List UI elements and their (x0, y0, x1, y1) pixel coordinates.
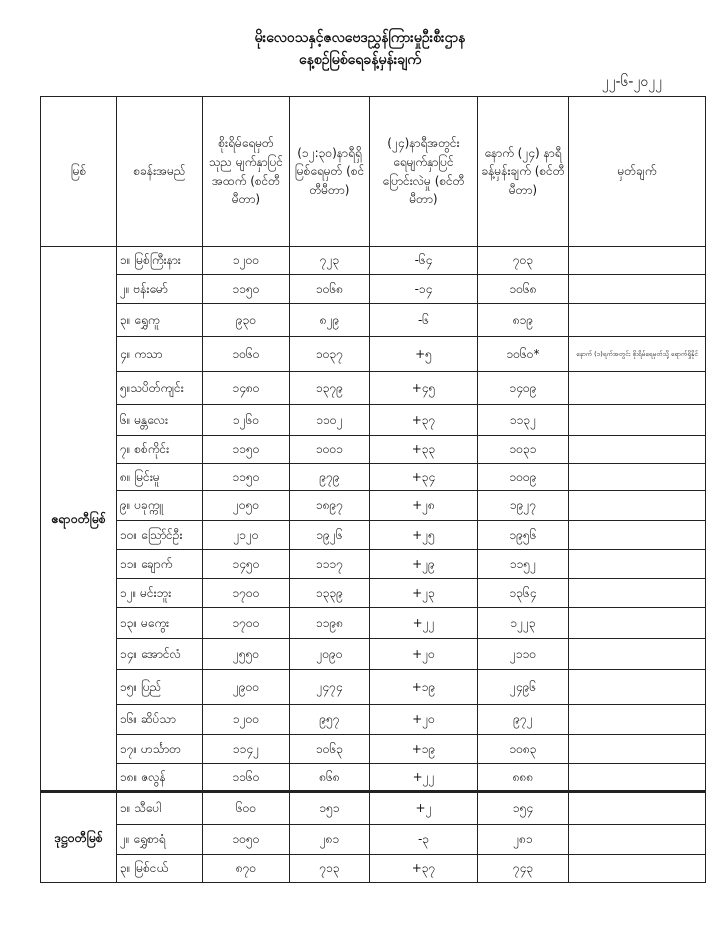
current-level: ၇၁၃ (290, 855, 370, 883)
current-level: ၂၈၁ (290, 825, 370, 855)
current-level: ၂၀၉၀ (290, 639, 370, 670)
table-row (41, 735, 706, 764)
forecast-level: ၁၃၆၄ (478, 579, 569, 608)
level-change: +၃၇ (370, 405, 478, 436)
remark (569, 275, 706, 304)
remark (569, 735, 706, 764)
forecast-level: ၈၈၈ (478, 764, 569, 792)
station-name: ၁၂။ မင်းဘူး (117, 579, 203, 608)
table-row (41, 579, 706, 608)
danger-level: ၁၇၀၀ (203, 579, 290, 608)
river-name: ဒုဋ္ဌဝတီမြစ် (41, 792, 117, 883)
danger-level: ၁၂၆၀ (203, 405, 290, 436)
station-name: ၁၇။ ဟင်္သာတ (117, 735, 203, 764)
current-level: ၁၃၃၉ (290, 579, 370, 608)
remark (569, 491, 706, 521)
danger-level: ၁၁၆၀ (203, 764, 290, 792)
station-name: ၇။ စစ်ကိုင်း (117, 436, 203, 464)
forecast-level: ၁၁၅၂ (478, 550, 569, 579)
level-change: -၁၄ (370, 275, 478, 304)
danger-level: ၁၄၅၀ (203, 550, 290, 579)
danger-level: ၂၅၅၀ (203, 639, 290, 670)
remark (569, 764, 706, 792)
current-level: ၁၀၀၁ (290, 436, 370, 464)
level-change: +၃၃ (370, 436, 478, 464)
forecast-level: ၉၇၂ (478, 705, 569, 735)
danger-level: ၁၇၀၀ (203, 608, 290, 639)
level-change: +၂၃ (370, 579, 478, 608)
station-name: ၁၆။ ဆိပ်သာ (117, 705, 203, 735)
remark (569, 464, 706, 491)
forecast-level: ၁၄၀၉ (478, 372, 569, 405)
col-header-change: (၂၄)နာရီအတွင်း ရေမျက်နှာပြင် ပြောင်းလဲမှု (စင်တီမီတာ) (370, 97, 478, 247)
current-level: ၂၄၇၄ (290, 670, 370, 705)
table-row (41, 608, 706, 639)
station-name: ၉။ ပခုက္ကူ (117, 491, 203, 521)
forecast-level: ၂၁၁၀ (478, 639, 569, 670)
col-header-danger-level: စိုးရိမ်ရေမှတ် သုည မျက်နှာပြင် အထက် (စင်တီမီတာ) (203, 97, 290, 247)
remark (569, 247, 706, 275)
station-name: ၁၁။ ချောက် (117, 550, 203, 579)
col-header-station: စခန်းအမည် (117, 97, 203, 247)
header-row (41, 97, 706, 247)
col-header-forecast: နောက် (၂၄) နာရီ ခန့်မှန်းချက် (စင်တီမီတာ) (478, 97, 569, 247)
current-level: ၁၀၃၇ (290, 337, 370, 372)
danger-level: ၁၁၅၀ (203, 436, 290, 464)
river-level-table (40, 96, 706, 883)
document-subtitle: နေ့စဉ်မြစ်ရေခန့်မှန်းချက် (298, 52, 422, 68)
level-change: -၆၄ (370, 247, 478, 275)
station-name: ၁။ သီပေါ (117, 792, 203, 825)
level-change: +၂၂ (370, 764, 478, 792)
table-row (41, 247, 706, 275)
current-level: ၉၇၉ (290, 464, 370, 491)
document-title: မိုးလေဝသနှင့်ဇလဗေဒညွှန်ကြားမှုဦးစီးဌာန (254, 30, 466, 46)
current-level: ၈၂၉ (290, 304, 370, 337)
danger-level: ၁၁၅၀ (203, 275, 290, 304)
danger-level: ၁၂၀၀ (203, 705, 290, 735)
station-name: ၁၃။ မကွေး (117, 608, 203, 639)
remark (569, 521, 706, 550)
current-level: ၈၆၈ (290, 764, 370, 792)
level-change: -၆ (370, 304, 478, 337)
danger-level: ၈၇၀ (203, 855, 290, 883)
table-row (41, 304, 706, 337)
level-change: +၂၉ (370, 550, 478, 579)
table-row (41, 825, 706, 855)
current-level: ၉၅၇ (290, 705, 370, 735)
forecast-level: ၁၉၅၆ (478, 521, 569, 550)
level-change: +၂၈ (370, 491, 478, 521)
current-level: ၁၁၉၈ (290, 608, 370, 639)
remark (569, 705, 706, 735)
danger-level: ၂၀၅၀ (203, 491, 290, 521)
level-change: +၃၇ (370, 855, 478, 883)
station-name: ၆။ မန္တလေး (117, 405, 203, 436)
danger-level: ၉၃၀ (203, 304, 290, 337)
danger-level: ၂၁၂၀ (203, 521, 290, 550)
remark (569, 639, 706, 670)
station-name: ၁၀။ ဪင်ဦး (117, 521, 203, 550)
danger-level: ၂၉၀၀ (203, 670, 290, 705)
table-row (41, 405, 706, 436)
current-level: ၁၅၁ (290, 792, 370, 825)
table-row (41, 275, 706, 304)
remark (569, 550, 706, 579)
current-level: ၁၀၆၃ (290, 735, 370, 764)
table-row (41, 639, 706, 670)
forecast-level: ၁၁၃၂ (478, 405, 569, 436)
station-name: ၁၄။ အောင်လံ (117, 639, 203, 670)
station-name: ၁။ မြစ်ကြီးနား (117, 247, 203, 275)
col-header-remark: မှတ်ချက် (569, 97, 706, 247)
level-change: -၃ (370, 825, 478, 855)
remark (569, 825, 706, 855)
remark (569, 304, 706, 337)
col-header-current-level: (၁၂:၃၀)နာရီရှိ မြစ်ရေမှတ် (စင်တီမီတာ) (290, 97, 370, 247)
danger-level: ၁၁၄၂ (203, 735, 290, 764)
table-row (41, 521, 706, 550)
remark (569, 372, 706, 405)
forecast-level: ၁၀၆၀* (478, 337, 569, 372)
remark (569, 670, 706, 705)
table-row (41, 337, 706, 372)
table-row (41, 436, 706, 464)
table-row (41, 855, 706, 883)
table-row (41, 372, 706, 405)
current-level: ၇၂၃ (290, 247, 370, 275)
remark (569, 405, 706, 436)
current-level: ၁၈၉၇ (290, 491, 370, 521)
remark: နောက် (၁)ရက်အတွင်း စိုးရိမ်ရေမှတ်သို့ ရောက်ရှိနိုင် (569, 337, 706, 372)
danger-level: ၁၂၀၀ (203, 247, 290, 275)
table-row (41, 764, 706, 792)
table-row (41, 670, 706, 705)
remark (569, 436, 706, 464)
station-name: ၅။သပိတ်ကျင်း (117, 372, 203, 405)
danger-level: ၆၀၀ (203, 792, 290, 825)
station-name: ၃။ မြစ်ငယ် (117, 855, 203, 883)
station-name: ၈။ မြင်းမူ (117, 464, 203, 491)
forecast-level: ၂၈၁ (478, 825, 569, 855)
level-change: +၅ (370, 337, 478, 372)
forecast-level: ၇၀၃ (478, 247, 569, 275)
forecast-level: ၁၀၆၈ (478, 275, 569, 304)
station-name: ၂။ ရွှေစာရံ (117, 825, 203, 855)
level-change: +၂၅ (370, 521, 478, 550)
forecast-level: ၁၀၈၃ (478, 735, 569, 764)
forecast-level: ၇၄၃ (478, 855, 569, 883)
station-name: ၂။ ဗန်းမော် (117, 275, 203, 304)
table-row (41, 705, 706, 735)
table-row (41, 464, 706, 491)
remark (569, 855, 706, 883)
station-name: ၁၅။ ပြည် (117, 670, 203, 705)
forecast-level: ၁၉၂၇ (478, 491, 569, 521)
level-change: +၂၀ (370, 705, 478, 735)
forecast-level: ၁၀၀၉ (478, 464, 569, 491)
table-row (41, 550, 706, 579)
forecast-level: ၁၂၂၃ (478, 608, 569, 639)
current-level: ၁၉၂၆ (290, 521, 370, 550)
level-change: +၄၅ (370, 372, 478, 405)
forecast-level: ၂၄၉၆ (478, 670, 569, 705)
station-name: ၃။ ရွှေကူ (117, 304, 203, 337)
col-header-river: မြစ် (41, 97, 117, 247)
level-change: +၁၉ (370, 670, 478, 705)
current-level: ၁၁၁၇ (290, 550, 370, 579)
danger-level: ၁၀၅၀ (203, 825, 290, 855)
river-name: ဧရာဝတီမြစ် (41, 247, 117, 792)
danger-level: ၁၁၅၀ (203, 464, 290, 491)
current-level: ၁၀၆၈ (290, 275, 370, 304)
level-change: +၂၂ (370, 608, 478, 639)
forecast-level: ၁၅၄ (478, 792, 569, 825)
current-level: ၁၃၇၉ (290, 372, 370, 405)
remark (569, 579, 706, 608)
level-change: +၁၉ (370, 735, 478, 764)
level-change: +၂ (370, 792, 478, 825)
level-change: +၃၄ (370, 464, 478, 491)
station-name: ၁၈။ ဇလွန် (117, 764, 203, 792)
level-change: +၂၀ (370, 639, 478, 670)
remark (569, 608, 706, 639)
remark (569, 792, 706, 825)
forecast-level: ၈၁၉ (478, 304, 569, 337)
current-level: ၁၁၀၂ (290, 405, 370, 436)
danger-level: ၁၀၆၀ (203, 337, 290, 372)
table-row (41, 792, 706, 825)
table-row (41, 491, 706, 521)
station-name: ၄။ ကသာ (117, 337, 203, 372)
danger-level: ၁၄၈၀ (203, 372, 290, 405)
report-date: ၂၂-၆-၂၀၂၂ (601, 74, 662, 90)
forecast-level: ၁၀၃၁ (478, 436, 569, 464)
